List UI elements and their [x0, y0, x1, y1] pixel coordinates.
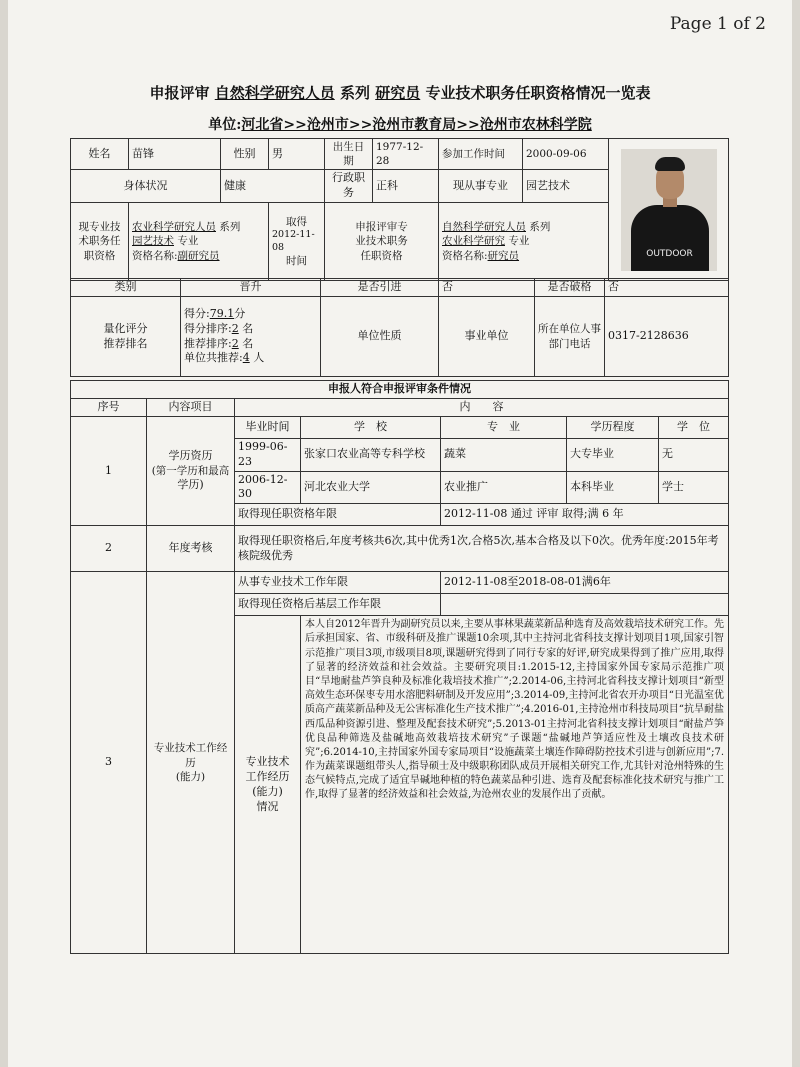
- edu-col-degree: 学 位: [659, 416, 729, 438]
- applying-qual-content: 自然科学研究人员 系列 农业科学研究 专业 资格名称:研究员: [439, 203, 609, 281]
- title-series: 自然科学研究人员: [214, 84, 335, 102]
- title-prefix: 申报评审: [149, 84, 210, 102]
- birth-label: 出生日期: [325, 139, 373, 170]
- career-no: 3: [71, 572, 147, 954]
- career-years-label: 从事专业技术工作年限: [235, 572, 441, 594]
- quant-content: 得分:79.1分 得分排序:2 名 推荐排序:2 名 单位共推荐:4 人: [181, 297, 321, 377]
- title-mid: 系列: [339, 84, 370, 102]
- header-content: 内 容: [235, 399, 729, 417]
- unit-nature-label: 单位性质: [321, 297, 439, 377]
- unit-nature-value: 事业单位: [439, 297, 535, 377]
- quant-label: 量化评分 推荐排名: [71, 297, 181, 377]
- career-item: 专业技术工作经历 (能力): [147, 572, 235, 954]
- header-item: 内容项目: [147, 399, 235, 417]
- name-value: 苗锋: [129, 139, 221, 170]
- category-label: 类别: [71, 279, 181, 297]
- work-start-value: 2000-09-06: [523, 139, 609, 170]
- page-number: Page 1 of 2: [669, 14, 766, 34]
- header-no: 序号: [71, 399, 147, 417]
- applicant-photo: [621, 149, 717, 271]
- edu-row: 2006-12-30 河北农业大学 农业推广 本科毕业 学士: [71, 471, 729, 504]
- category-table: [70, 278, 729, 377]
- document-title: [8, 82, 792, 103]
- shirt-logo: OUTDOOR: [646, 248, 693, 259]
- grassroots-years-value: [441, 594, 729, 616]
- conditions-section-title: 申报人符合申报评审条件情况: [71, 381, 729, 399]
- conditions-table: [70, 380, 729, 954]
- applying-qual-label: 申报评审专 业技术职务 任职资格: [325, 203, 439, 281]
- annual-no: 2: [71, 526, 147, 572]
- gender-label: 性别: [221, 139, 269, 170]
- edu-no: 1: [71, 416, 147, 525]
- hr-phone-label: 所在单位人事 部门电话: [535, 297, 605, 377]
- current-qual-content: 农业科学研究人员 系列 园艺技术 专业 资格名称:副研究员: [129, 203, 269, 281]
- edu-item: 学历资历 (第一学历和最高 学历): [147, 416, 235, 525]
- career-essay: 本人自2012年晋升为副研究员以来,主要从事林果蔬菜新品种选育及高效栽培技术研究工作。先后承担国家、省、市级科研及推广课题10余项,其中主持河北省科技支撑计划项目1项,国家引智示范推广项目3项,市级项目8项,课题研究得到了同行专家的好评,研究成果得到了推广应用,取得了显著的经济效益和社会效益。主要研究项目:1.2015-12,主持国家外国专家局示范推广项目“旱地耐盐芦笋良种及标准化栽培技术推广”;2.2014-06,主持河北省科技支撑计划项目“新型高效生态环保枣专用水溶肥料研制及开发应用”;3.2014-09,主持河北省农开办项目“日光温室优质高产蔬菜新品种及无公害标准化生产技术推广”;4.2016-01,主持沧州市科技局项目“抗旱耐盐西瓜品种资源引进、整理及配套技术研究”;5.2013-01主持河北省科技支撑计划项目“耐盐芦笋优良品种筛选及盐碱地高效栽培技术研究”子课题“盐碱地芦笋适应性及土壤改良技术研究”;6.2014-10,主持国家外国专家局项目“设施蔬菜土壤连作障碍防控技术引进与创新应用”;7.作为蔬菜课题组带头人,指导硕士及中级职称团队成员开展相关研究工作,尤其针对沧州特殊的生态气候特点,完成了适宜旱碱地种植的特色蔬菜品种引进、选育及配套标准化技术研究与推广工作,取得了显著的经济效益和社会效益,为沧州农业的发展作出了贡献。: [301, 616, 729, 954]
- unit-line: [8, 114, 792, 134]
- title-suffix: 专业技术职务任职资格情况一览表: [425, 84, 651, 102]
- work-start-label: 参加工作时间: [439, 139, 523, 170]
- edu-years-label: 取得现任职资格年限: [235, 504, 441, 526]
- obtained-time: 取得 2012-11-08 时间: [269, 203, 325, 281]
- edu-row: 1999-06-23 张家口农业高等专科学校 蔬菜 大专毕业 无: [71, 438, 729, 471]
- intro-value: 否: [439, 279, 535, 297]
- edu-col-major: 专 业: [441, 416, 567, 438]
- exception-label: 是否破格: [535, 279, 605, 297]
- document-page: [8, 0, 792, 1067]
- edu-col-grad-time: 毕业时间: [235, 416, 301, 438]
- edu-years-value: 2012-11-08 通过 评审 取得;满 6 年: [441, 504, 729, 526]
- health-value: 健康: [221, 170, 325, 203]
- exception-value: 否: [605, 279, 729, 297]
- unit-label: 单位:: [208, 117, 242, 133]
- edu-col-level: 学历程度: [567, 416, 659, 438]
- annual-item: 年度考核: [147, 526, 235, 572]
- career-sub-label: 专业技术 工作经历 (能力) 情况: [235, 616, 301, 954]
- intro-label: 是否引进: [321, 279, 439, 297]
- current-qual-label: 现专业技 术职务任 职资格: [71, 203, 129, 281]
- category-value: 晋升: [181, 279, 321, 297]
- basic-info-table: [70, 138, 729, 281]
- health-label: 身体状况: [71, 170, 221, 203]
- unit-value: 河北省>>沧州市>>沧州市教育局>>沧州市农林科学院: [241, 117, 592, 133]
- annual-text: 取得现任职资格后,年度考核共6次,其中优秀1次,合格5次,基本合格及以下0次。优秀年度:2015年考核院级优秀: [235, 526, 729, 572]
- name-label: 姓名: [71, 139, 129, 170]
- admin-value: 正科: [373, 170, 439, 203]
- current-major-value: 园艺技术: [523, 170, 609, 203]
- title-position: 研究员: [375, 84, 421, 102]
- gender-value: 男: [269, 139, 325, 170]
- current-major-label: 现从事专业: [439, 170, 523, 203]
- hr-phone-value: 0317-2128636: [605, 297, 729, 377]
- edu-col-school: 学 校: [301, 416, 441, 438]
- career-years-value: 2012-11-08至2018-08-01满6年: [441, 572, 729, 594]
- birth-value: 1977-12-28: [373, 139, 439, 170]
- photo-cell: [609, 139, 729, 281]
- admin-label: 行政职务: [325, 170, 373, 203]
- grassroots-years-label: 取得现任资格后基层工作年限: [235, 594, 441, 616]
